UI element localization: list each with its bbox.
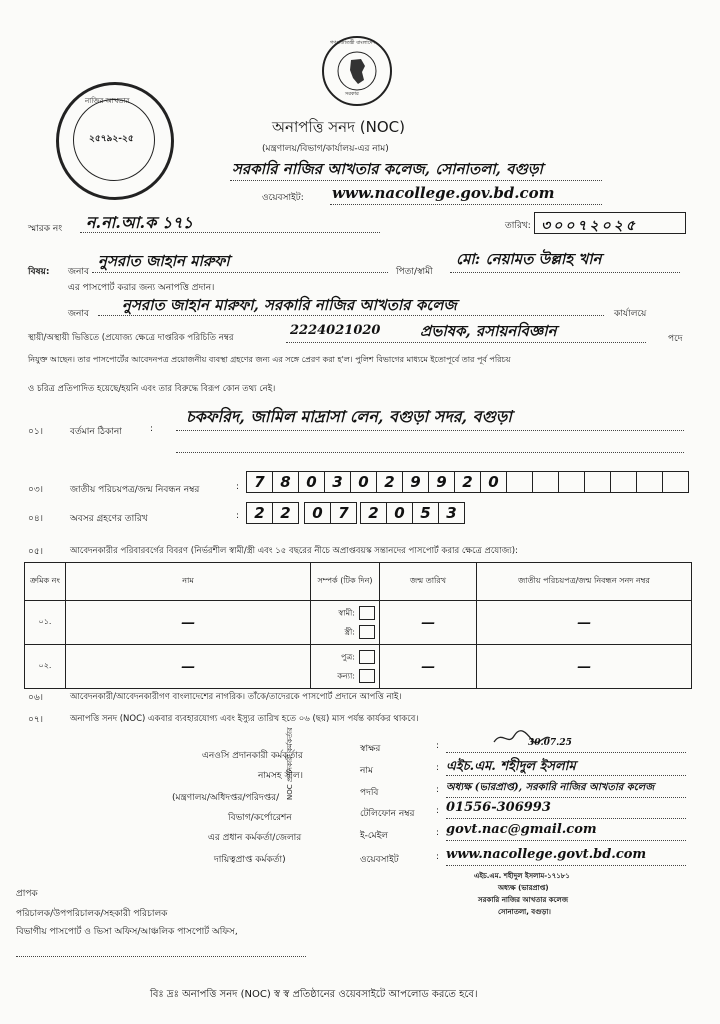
- row-serial: ০২.: [25, 645, 66, 689]
- page-title: অনাপত্তি সনদ (NOC): [272, 118, 405, 136]
- issuer-name: এইচ.এম. শহীদুল ইসলাম: [446, 759, 576, 774]
- issuer-website: www.nacollege.govt.bd.com: [446, 847, 647, 862]
- website-label: ওয়েবসাইট:: [262, 193, 304, 203]
- item3-label: জাতীয় পরিচয়পত্র/জন্ম নিবন্ধন নম্বর: [70, 485, 200, 495]
- nid-digit-boxes: [246, 471, 689, 493]
- row-serial: ০১.: [25, 601, 66, 645]
- memo-dots: [80, 232, 380, 233]
- recipient-line1: প্রাপক: [16, 889, 38, 899]
- item1-label: বর্তমান ঠিকানা: [70, 427, 122, 437]
- college-round-stamp: [56, 82, 174, 200]
- recipient-dots: [16, 956, 306, 957]
- retire-month-boxes: [304, 502, 357, 524]
- row-dob: —: [380, 645, 477, 689]
- colon: :: [436, 741, 440, 751]
- body-line2b: পদে: [668, 334, 683, 344]
- subject-label: বিষয়:: [28, 267, 50, 277]
- nid-digit-empty: [559, 472, 585, 492]
- item4-number: ০৪।: [28, 514, 43, 524]
- date-label: তারিখ:: [505, 221, 531, 231]
- retire-year-boxes: [360, 502, 465, 524]
- nid-digit: 0: [481, 472, 507, 492]
- label-designation: পদবি: [360, 788, 379, 798]
- colon: :: [436, 785, 440, 795]
- emblem-bottom-text: সরকার: [345, 91, 359, 97]
- phone-dots: [446, 818, 686, 819]
- label-phone: টেলিফোন নম্বর: [360, 809, 415, 819]
- relation-option: [311, 650, 375, 665]
- item1-number: ০১।: [28, 427, 43, 437]
- row-name: —: [66, 645, 311, 689]
- nid-digit-empty: [611, 472, 637, 492]
- relation-checkbox[interactable]: [359, 625, 375, 639]
- seal-line2: অধ্যক্ষ (ভারপ্রাপ্ত): [498, 884, 549, 892]
- nid-digit: 7: [247, 472, 273, 492]
- current-address: চকফরিদ, জামিল মাদ্রাসা লেন, বগুড়া সদর, বগুড়া: [186, 407, 512, 426]
- relation-label: স্ত্রী:: [344, 627, 355, 636]
- row-relation: [311, 601, 380, 645]
- father-dots: [450, 272, 680, 273]
- colon: :: [150, 424, 154, 434]
- address-dots-1: [176, 430, 684, 431]
- nid-digit: 9: [403, 472, 429, 492]
- nid-digit: 0: [299, 472, 325, 492]
- colon: :: [436, 852, 440, 862]
- nid-digit-empty: [507, 472, 533, 492]
- nid-digit: 0: [351, 472, 377, 492]
- relation-option: [311, 625, 375, 640]
- note6-number: ০৬।: [28, 693, 43, 703]
- retire-digit: 2: [247, 503, 273, 523]
- office-name-dots: [230, 180, 602, 181]
- nid-digit: 2: [455, 472, 481, 492]
- label-email: ই-মেইল: [360, 831, 388, 841]
- table-row: [25, 645, 692, 689]
- memo-value: ন.না.আ.ক ১৭১: [86, 213, 194, 232]
- retire-digit: 5: [413, 503, 439, 523]
- col-relation: সম্পর্ক (টিক দিন): [311, 563, 380, 601]
- note6-text: আবেদনকারী/আবেদনকারীগণ বাংলাদেশের নাগরিক। তাঁকে/তাদেরকে পাসপোর্ট প্রদানে আপত্তি নাই।: [70, 692, 402, 702]
- subject-prefix: জনাব: [68, 267, 90, 277]
- subject-suffix: এর পাসপোর্ট করার জন্য অনাপত্তি প্রদান।: [68, 283, 215, 293]
- retire-digit: 0: [387, 503, 413, 523]
- item5-number: ০৫।: [28, 547, 43, 557]
- address-dots-2: [176, 452, 684, 453]
- website-dots: [330, 204, 602, 205]
- nid-digit: 3: [325, 472, 351, 492]
- col-serial: ক্রমিক নং: [25, 563, 66, 601]
- website-value: www.nacollege.gov.bd.com: [332, 184, 555, 202]
- body-name-office: নুসরাত জাহান মারুফা, সরকারি নাজির আখতার কলেজ: [122, 296, 457, 314]
- family-table: [24, 562, 692, 689]
- website-value-dots: [446, 865, 686, 866]
- subject-name-dots: [92, 272, 388, 273]
- nid-digit: 2: [377, 472, 403, 492]
- office-suffix: কার্যালয়ে: [614, 309, 647, 319]
- body-line4: ও চরিত্র প্রতিপাদিত হয়েছে/হয়নি এবং তার বিরুদ্ধে বিরূপ কোন তথ্য নেই।: [28, 384, 276, 394]
- issuer-left-4: বিভাগ/কর্পোরেশন: [228, 813, 292, 823]
- body-post-dots: [286, 342, 646, 343]
- body-id-no: 2224021020: [290, 323, 381, 338]
- recipient-line2: পরিচালক/উপপরিচালক/সহকারী পরিচালক: [16, 909, 168, 919]
- relation-label: পুত্র:: [340, 652, 355, 662]
- retire-digit: 2: [361, 503, 387, 523]
- body-line3: নিযুক্ত আছেন। তার পাসপোর্টের আবেদনপত্র প্রয়োজনীয় ব্যবস্থা গ্রহণের জন্য এর সঙ্গে প্রেরণ করা হ'ল। পুলিশ বিভাগের মাধ্যমে ইতোপূর্বে তার পূর্ব পরিচয়: [28, 355, 511, 364]
- designation-dots: [446, 797, 686, 798]
- relation-checkbox[interactable]: [359, 669, 375, 683]
- relation-checkbox[interactable]: [359, 606, 375, 620]
- issuer-left-6: দায়িত্বপ্রাপ্ত কর্মকর্তা): [214, 855, 286, 865]
- seal-line1: এইচ.এম. শহীদুল ইসলাম-১৭১৮১: [474, 872, 570, 880]
- item3-number: ০৩।: [28, 485, 43, 495]
- subject-name: নুসরাত জাহান মারুফা: [98, 252, 230, 270]
- seal-line4: সোনাতলা, বগুড়া।: [498, 908, 551, 916]
- relation-option: [311, 669, 375, 684]
- label-name: নাম: [360, 766, 373, 776]
- colon: :: [436, 806, 440, 816]
- date-value: ৩০০৭২০২৫: [541, 218, 638, 234]
- relation-label: স্বামী:: [338, 608, 355, 618]
- colon: :: [236, 511, 240, 521]
- seal-line3: সরকারি নাজির আখতার কলেজ: [478, 896, 568, 904]
- nid-digit: 9: [429, 472, 455, 492]
- signature-date: 30.07.25: [528, 738, 572, 748]
- body-name-dots: [98, 315, 604, 316]
- row-relation: [311, 645, 380, 689]
- table-row: [25, 601, 692, 645]
- issuer-designation: অধ্যক্ষ (ভারপ্রাপ্ত), সরকারি নাজির আখতার কলেজ: [446, 782, 655, 793]
- table-header-row: [25, 563, 692, 601]
- note7-number: ০৭।: [28, 715, 43, 725]
- col-nid: জাতীয় পরিচয়পত্র/জন্ম নিবন্ধন সনদ নম্বর: [477, 563, 692, 601]
- body-post: প্রভাষক, রসায়নবিজ্ঞান: [420, 322, 557, 340]
- office-name: সরকারি নাজির আখতার কলেজ, সোনাতলা, বগুড়া: [232, 160, 543, 178]
- memo-label: স্মারক নং: [28, 224, 63, 234]
- body-prefix: জনাব: [68, 309, 90, 319]
- retire-day-boxes: [246, 502, 299, 524]
- issuer-vertical-label: NOC প্রদানকারী কর্মকর্তার: [286, 727, 294, 800]
- father-label: পিতা/স্বামী: [396, 267, 433, 277]
- row-dob: —: [380, 601, 477, 645]
- issuer-left-2: নামসহ সীল।: [258, 771, 303, 781]
- row-nid: —: [477, 645, 692, 689]
- emblem-top-text: গণপ্রজাতন্ত্রী বাংলাদেশ: [330, 40, 376, 46]
- col-dob: জন্ম তারিখ: [380, 563, 477, 601]
- row-name: —: [66, 601, 311, 645]
- body-line2a: স্থায়ী/অস্থায়ী ভিত্তিতে (প্রযোজ্য ক্ষেত্রে দাপ্তরিক পরিচিতি নম্বর: [28, 333, 234, 343]
- date-box: [534, 212, 686, 234]
- nid-digit-empty: [533, 472, 559, 492]
- footer-note: বিঃ দ্রঃ অনাপত্তি সনদ (NOC) স্ব স্ব প্রতিষ্ঠানের ওয়েবসাইটে আপলোড করতে হবে।: [150, 989, 478, 1000]
- item5-label: আবেদনকারীর পরিবারবর্গের বিবরণ (নির্ভরশীল স্বামী/স্ত্রী এবং ১৫ বছরের নীচে অপ্রাপ্তবয়স্ক সন্তানদের পাসপোর্ট করার ক্ষেত্রে প্রযোজ্য):: [70, 546, 518, 556]
- colon: :: [436, 763, 440, 773]
- recipient-line3: বিভাগীয় পাসপোর্ট ও ভিসা অফিস/আঞ্চলিক পাসপোর্ট অফিস,: [16, 927, 238, 937]
- retire-digit: 3: [446, 504, 457, 522]
- colon: :: [436, 828, 440, 838]
- note7-text: অনাপত্তি সনদ (NOC) একবার ব্যবহারযোগ্য এবং ইস্যুর তারিখ হতে ০৬ (ছয়) মাস পর্যন্ত কার্যকর থাকবে।: [70, 714, 419, 724]
- label-signature: স্বাক্ষর: [360, 744, 381, 754]
- relation-label: কন্যা:: [337, 671, 355, 680]
- name-dots: [446, 775, 686, 776]
- retire-digit: 7: [338, 504, 349, 522]
- nid-digit-empty: [585, 472, 611, 492]
- issuer-phone: 01556-306993: [446, 800, 551, 815]
- stamp-line1: নাজির আখতার: [85, 97, 130, 105]
- item4-label: অবসর গ্রহণের তারিখ: [70, 514, 148, 524]
- issuer-left-1: এনওসি প্রদানকারী কর্মকর্তার: [202, 751, 303, 761]
- retire-digit: 2: [280, 504, 291, 522]
- issuer-email: govt.nac@gmail.com: [446, 822, 597, 837]
- colon: :: [236, 482, 240, 492]
- label-website: ওয়েবসাইট: [360, 855, 399, 865]
- nid-digit: 8: [273, 472, 299, 492]
- page-subtitle: (মন্ত্রণালয়/বিভাগ/কার্যালয়-এর নাম): [262, 144, 389, 154]
- col-name: নাম: [66, 563, 311, 601]
- retire-digit: 0: [305, 503, 331, 523]
- nid-digit-empty: [637, 472, 663, 492]
- issuer-left-5: এর প্রধান কর্মকর্তা/জেলার: [208, 833, 302, 843]
- father-name: মো: নেয়ামত উল্লাহ খান: [456, 250, 602, 268]
- email-dots: [446, 840, 686, 841]
- sign-dots: [446, 752, 686, 753]
- nid-digit-empty: [663, 472, 688, 492]
- relation-checkbox[interactable]: [359, 650, 375, 664]
- row-nid: —: [477, 601, 692, 645]
- issuer-left-3: (মন্ত্রণালয়/অধিদপ্তর/পরিদপ্তর/: [172, 793, 280, 803]
- stamp-line2: ২৫৭৯২-২৫: [89, 134, 134, 144]
- relation-option: [311, 606, 375, 621]
